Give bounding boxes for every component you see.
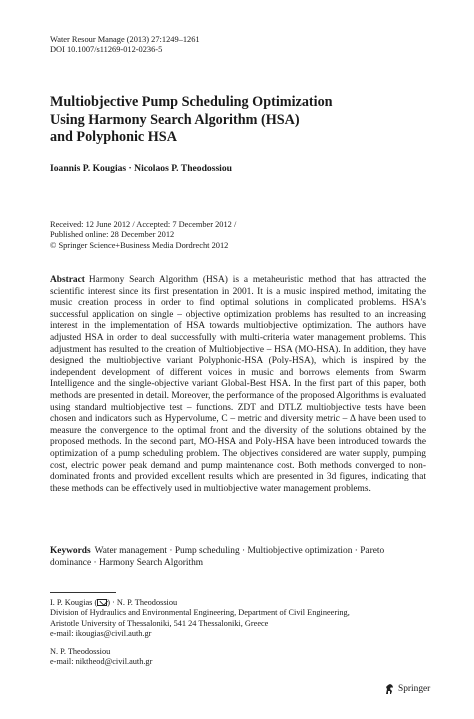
affiliation-block-2 [50, 647, 430, 668]
affiliation-authors [50, 598, 430, 608]
author-name-2: ) · N. P. Theodossiou [107, 598, 178, 607]
affiliation-university: Aristotle University of Thessaloniki, 541 24 Thessaloniki, Greece [50, 618, 269, 628]
affiliation-email-2[interactable]: e-mail: niktheod@civil.auth.gr [50, 657, 153, 667]
keywords [50, 546, 426, 569]
journal-citation: Water Resour Manage (2013) 27:1249–1261 [50, 35, 200, 44]
title-line-2: Using Harmony Search Algorithm (HSA) [50, 111, 300, 128]
paper-title [50, 94, 430, 147]
publisher-name: Springer [398, 684, 431, 694]
title-line-3: and Polyphonic HSA [50, 129, 177, 145]
dates-published: Published online: 28 December 2012 [50, 230, 175, 240]
abstract-label: Abstract [50, 275, 85, 285]
springer-horse-icon [384, 683, 396, 695]
abstract [50, 275, 426, 495]
journal-header [50, 35, 200, 56]
affiliation-email-1[interactable]: e-mail: ikougias@civil.auth.gr [50, 629, 152, 639]
envelope-icon [97, 599, 107, 606]
footnote-divider [50, 592, 116, 593]
affiliation-block-1 [50, 598, 430, 640]
publication-dates [50, 220, 236, 251]
title-line-1: Multiobjective Pump Scheduling Optimization [50, 94, 333, 110]
keywords-text: Water management · Pump scheduling · Multiobjective optimization · Pareto dominance · Harmony Search Algorithm [50, 546, 385, 568]
dates-received-accepted: Received: 12 June 2012 / Accepted: 7 December 2012 / [50, 220, 237, 229]
affiliation-author-2: N. P. Theodossiou [50, 647, 111, 656]
journal-doi: DOI 10.1007/s11269-012-0236-5 [50, 45, 163, 55]
abstract-text: Harmony Search Algorithm (HSA) is a metaheuristic method that has attracted the scientific interest since its first presentation in 2001. It is a music inspired method, imitating the music creation process in order to find optimal solutions in complicated problems. HSA's successful application on single – objective optimization problems has resulted to an increasing interest in the implementation of HSA towards multiobjective optimization. The authors have adjusted HSA in order to deal successfully with multi-criteria water management problems. This adjustment has resulted to the creation of Multiobjective – HSA (MO-HSA). In addition, they have designed the multiobjective variant Polyphonic-HSA (Poly-HSA), which is inspired by the independent development of different voices in music and borrows elements from Swarm Intelligence and the single-objective variant Global-Best HSA. In the first part of this paper, both methods are presented in detail. Moreover, the performance of the proposed Algorithms is evaluated using standard multiobjective test – functions. ZDT and DTLZ multiobjective tests have been chosen and indicators such as Hypervolume, C – metric and diversity metric – Δ have been used to measure the convergence to the optimal front and the diversity of the solutions obtained by the proposed methods. In the second part, MO-HSA and Poly-HSA have been introduced towards the optimization of a pump scheduling problem. The objectives considered are water supply, pumping cost, electric power peak demand and pump maintenance cost. Both methods converged to non-dominated fronts and provided excellent results which are presented in 3d figures, indicating that these methods can be effectively used in multiobjective water management problems. [50, 275, 426, 494]
copyright: © Springer Science+Business Media Dordrecht 2012 [50, 240, 229, 250]
affiliation-department: Division of Hydraulics and Environmental Engineering, Department of Civil Engineering, [50, 608, 350, 618]
publisher-logo [384, 683, 430, 695]
author-name-1: I. P. Kougias ( [50, 598, 98, 607]
keywords-label: Keywords [50, 546, 91, 556]
author-list: Ioannis P. Kougias · Nicolaos P. Theodossiou [50, 163, 232, 174]
